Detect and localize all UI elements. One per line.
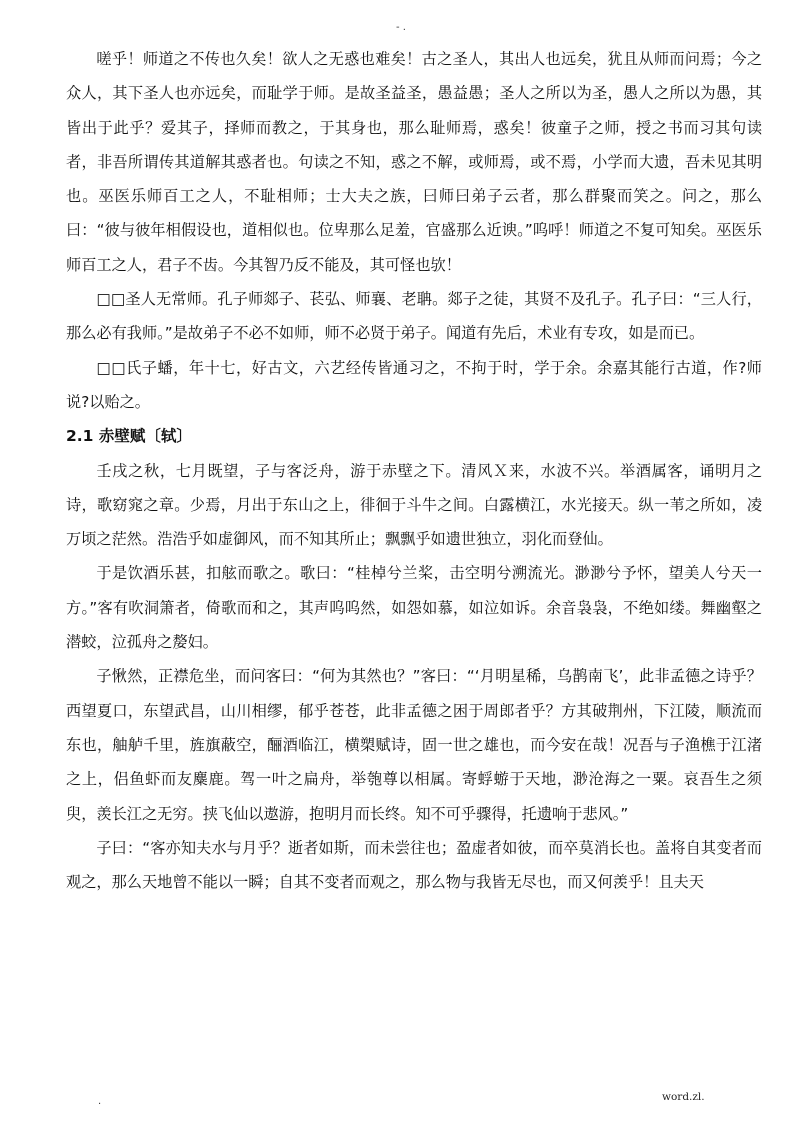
- document-body: [66, 42, 762, 899]
- shishuo-paragraph-2: □□圣人无常师。孔子师郯子、苌弘、师襄、老聃。郯子之徒，其贤不及孔子。孔子曰：“三人行，那么必有我师。”是故弟子不必不如师，师不必贤于弟子。闻道有先后，术业有专攻，如是而已。: [66, 290, 762, 343]
- footer-dot: .: [98, 1096, 102, 1107]
- chibifu-paragraph-1: 壬戌之秋，七月既望，子与客泛舟，游于赤壁之下。清风Ｘ来，水波不兴。举酒属客，诵明月之诗，歌窈窕之章。少焉，月出于东山之上，徘徊于斗牛之间。白露横江，水光接天。纵一苇之所如，凌万顷之茫然。浩浩乎如虚御风，而不知其所止；飘飘乎如遗世独立，羽化而登仙。: [66, 461, 762, 549]
- page-header-mark: - .: [396, 22, 406, 33]
- chibifu-paragraph-3: 子愀然，正襟危坐，而问客曰：“何为其然也？”客曰：“‘月明星稀，乌鹊南飞’，此非孟德之诗乎？西望夏口，东望武昌，山川相缪，郁乎苍苍，此非孟德之困于周郎者乎？方其破荆州，下江陵，顺流而东也，舳舻千里，旌旗蔽空，酾酒临江，横槊赋诗，固一世之雄也，而今安在哉！况吾与子渔樵于江渚之上，侣鱼虾而友麋鹿。驾一叶之扁舟，举匏尊以相属。寄蜉蝣于天地，渺沧海之一粟。哀吾生之须臾，羡长江之无穷。挟飞仙以遨游，抱明月而长终。知不可乎骤得，托遗响于悲风。”: [66, 667, 762, 823]
- shishuo-paragraph-1: 嗟乎！师道之不传也久矣！欲人之无惑也难矣！古之圣人，其出人也远矣，犹且从师而问焉；今之众人，其下圣人也亦远矣，而耻学于师。是故圣益圣，愚益愚；圣人之所以为圣，愚人之所以为愚，其皆出于此乎？爱其子，择师而教之，于其身也，那么耻师焉，惑矣！彼童子之师，授之书而习其句读者，非吾所谓传其道解其惑者也。句读之不知，惑之不解，或师焉，或不焉，小学而大遗，吾未见其明也。巫医乐师百工之人，不耻相师；士大夫之族，曰师曰弟子云者，那么群聚而笑之。问之，那么曰：“彼与彼年相假设也，道相似也。位卑那么足羞，官盛那么近谀。”呜呼！师道之不复可知矣。巫医乐师百工之人，君子不齿。今其智乃反不能及，其可怪也欤！: [66, 50, 762, 274]
- shishuo-paragraph-3: □□氏子蟠，年十七，好古文，六艺经传皆通习之，不拘于时，学于余。余嘉其能行古道，作?师说?以贻之。: [66, 358, 762, 411]
- page-footer: word.zl.: [662, 1091, 705, 1103]
- section-heading-chibifu: 2.1 赤壁赋〔轼〕: [66, 427, 192, 446]
- chibifu-paragraph-2: 于是饮酒乐甚，扣舷而歌之。歌曰：“桂棹兮兰桨，击空明兮溯流光。渺渺兮予怀，望美人兮天一方。”客有吹洞箫者，倚歌而和之，其声呜呜然，如怨如慕，如泣如诉。余音袅袅，不绝如缕。舞幽壑之潜蛟，泣孤舟之嫠妇。: [66, 564, 762, 652]
- chibifu-paragraph-4: 子曰：“客亦知夫水与月乎？逝者如斯，而未尝往也；盈虚者如彼，而卒莫消长也。盖将自其变者而观之，那么天地曾不能以一瞬；自其不变者而观之，那么物与我皆无尽也，而又何羡乎！且夫天: [66, 838, 762, 892]
